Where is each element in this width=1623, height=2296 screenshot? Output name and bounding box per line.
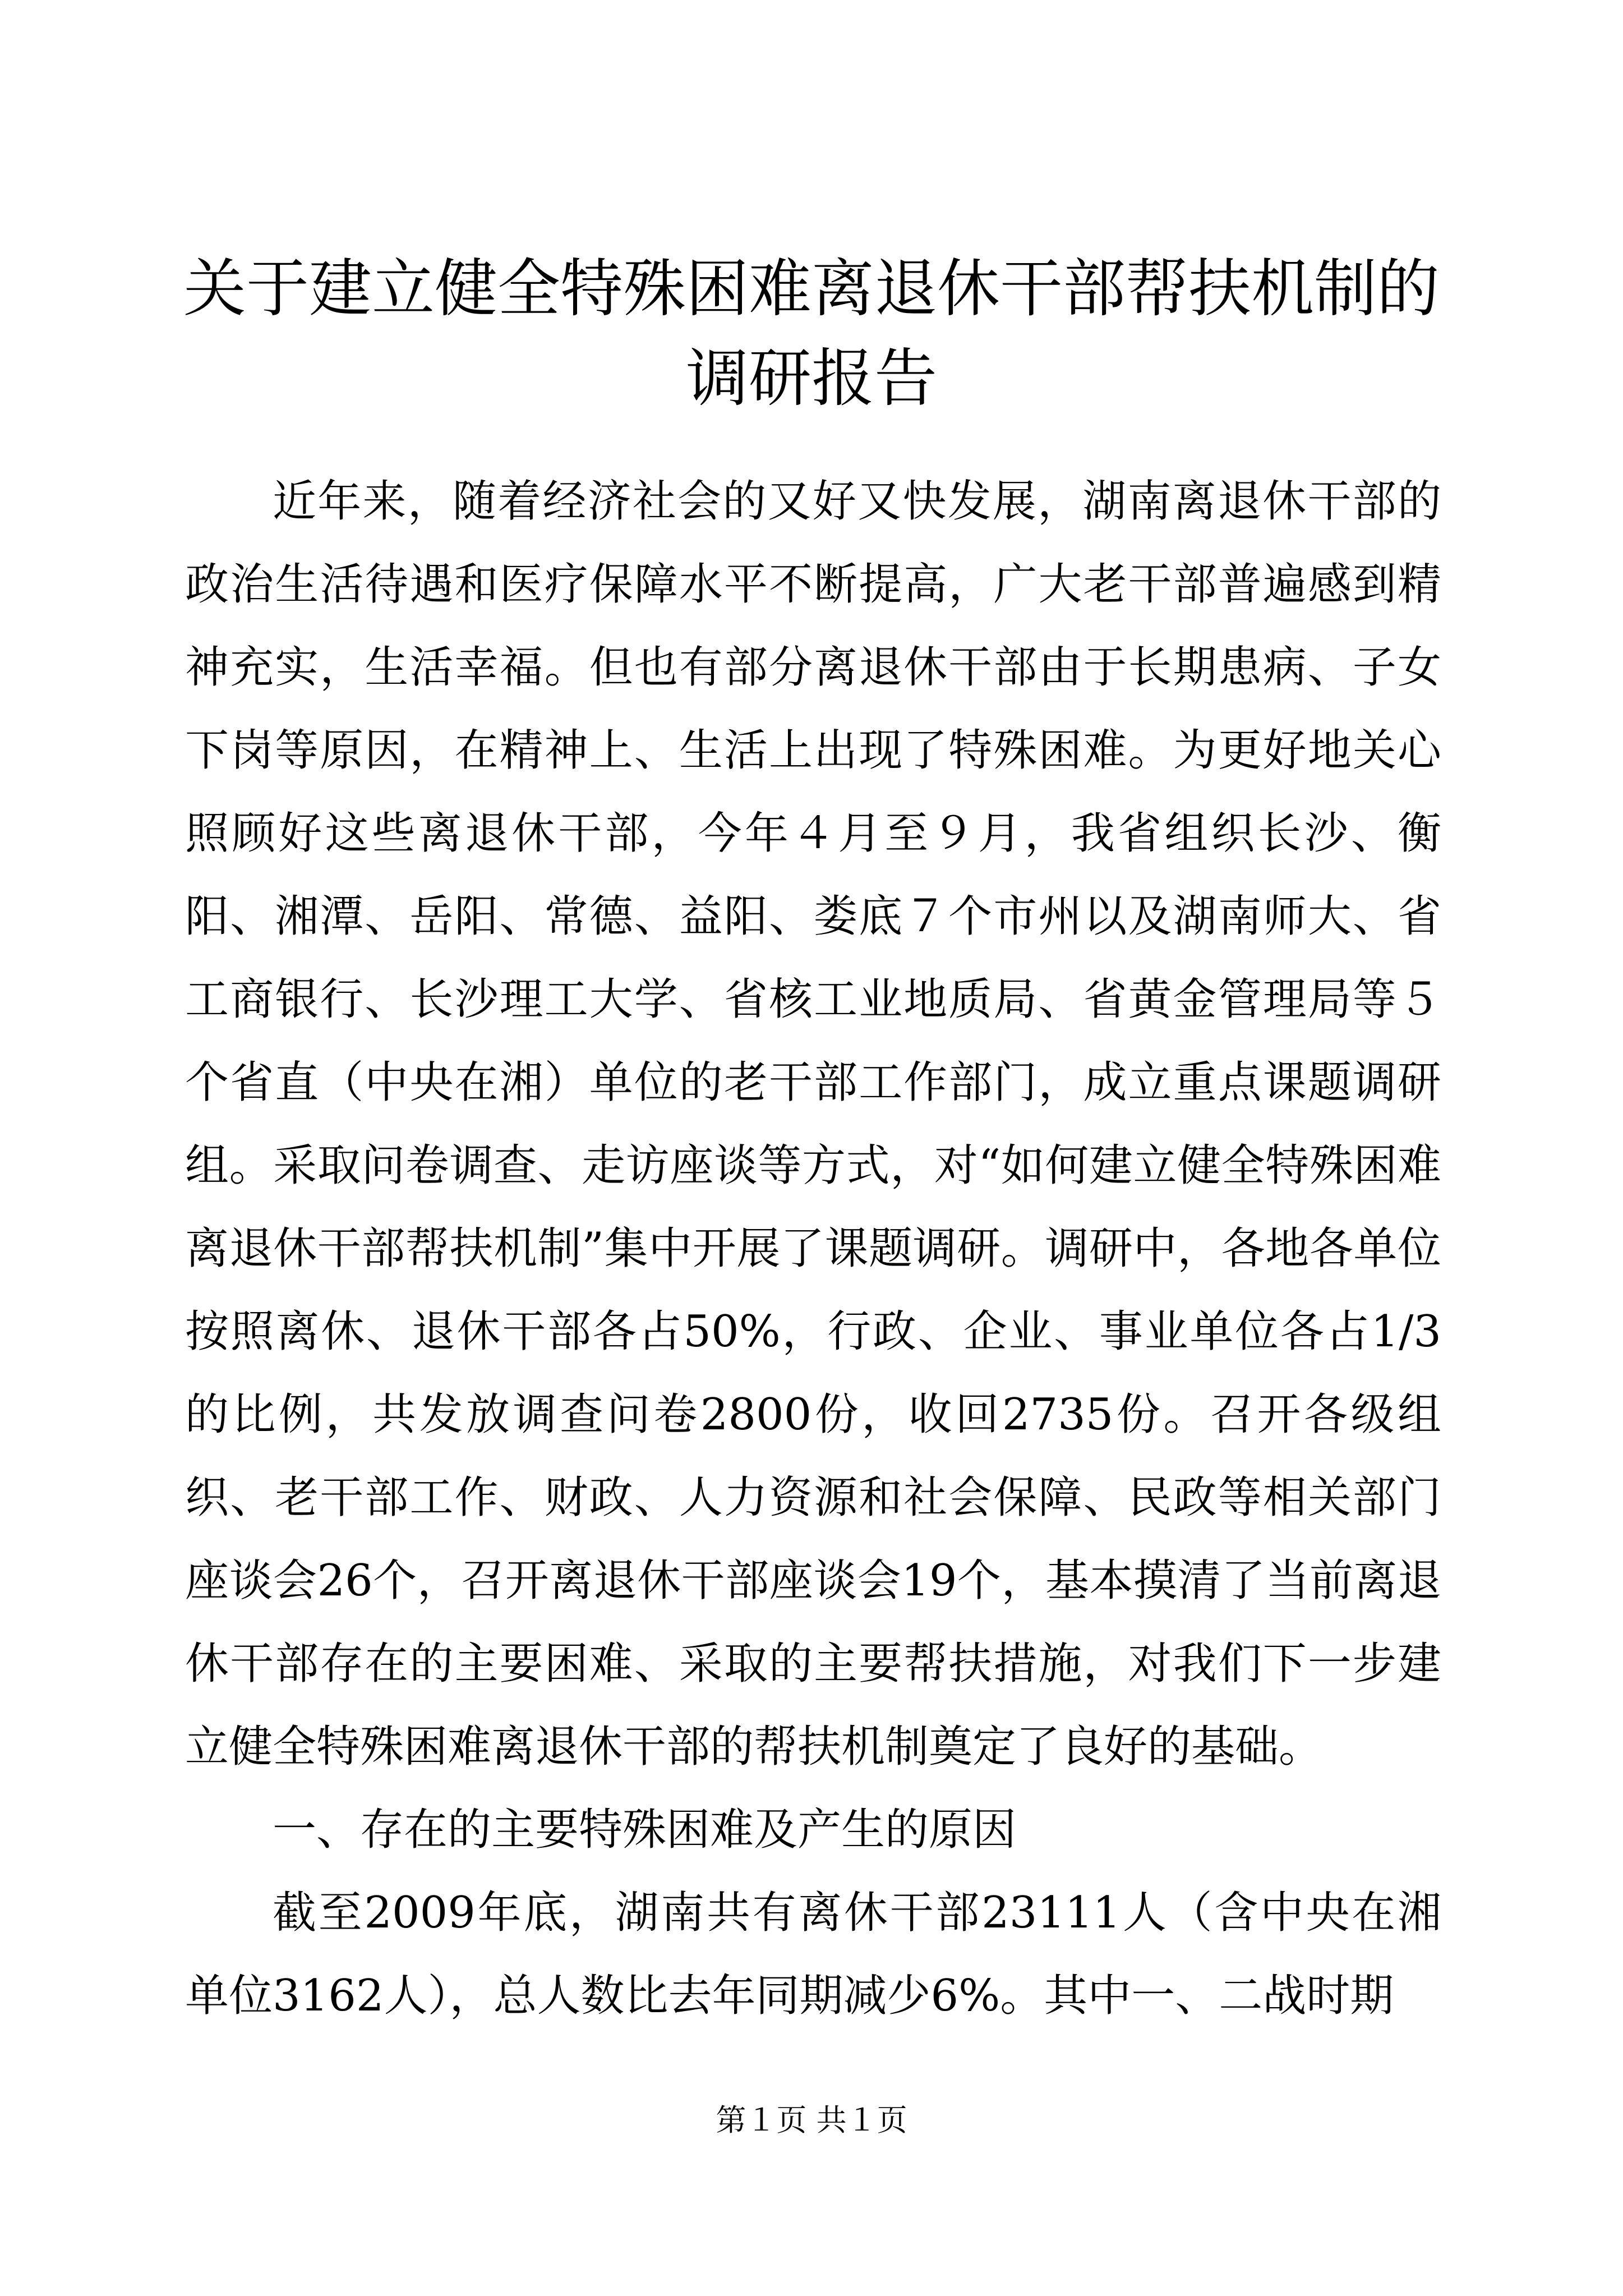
paragraph-intro: 近年来，随着经济社会的又好又快发展，湖南离退休干部的政治生活待遇和医疗保障水平不断提高，广大老干部普遍感到精神充实，生活幸福。但也有部分离退休干部由于长期患病、子女下岗等原因，在精神上、生活上出现了特殊困难。为更好地关心照顾好这些离退休干部，今年４月至９月，我省组织长沙、衡阳、湘潭、岳阳、常德、益阳、娄底７个市州以及湖南师大、省工商银行、长沙理工大学、省核工业地质局、省黄金管理局等５个省直（中央在湘）单位的老干部工作部门，成立重点课题调研组。采取问卷调查、走访座谈等方式，对“如何建立健全特殊困难离退休干部帮扶机制”集中开展了课题调研。调研中，各地各单位按照离休、退休干部各占50%，行政、企业、事业单位各占1/3的比例，共发放调查问卷2800份，收回2735份。召开各级组织、老干部工作、财政、人力资源和社会保障、民政等相关部门座谈会26个，召开离退休干部座谈会19个，基本摸清了当前离退休干部存在的主要困难、采取的主要帮扶措施，对我们下一步建立健全特殊困难离退休干部的帮扶机制奠定了良好的基础。 [185, 476, 1441, 1772]
section-heading-1: 一、存在的主要特殊困难及产生的原因 [273, 1805, 1017, 1855]
document-title-line-1: 关于建立健全特殊困难离退休干部帮扶机制的 [183, 252, 1440, 325]
document-title-line-2: 调研报告 [686, 342, 937, 415]
page-footer: 第１页 共１页 [716, 2102, 907, 2138]
paragraph-section-1: 截至2009年底，湖南共有离休干部23111人（含中央在湘单位3162人），总人数比去年同期减少6%。其中一、二战时期 [185, 1888, 1441, 2021]
document-body [185, 460, 1441, 2037]
